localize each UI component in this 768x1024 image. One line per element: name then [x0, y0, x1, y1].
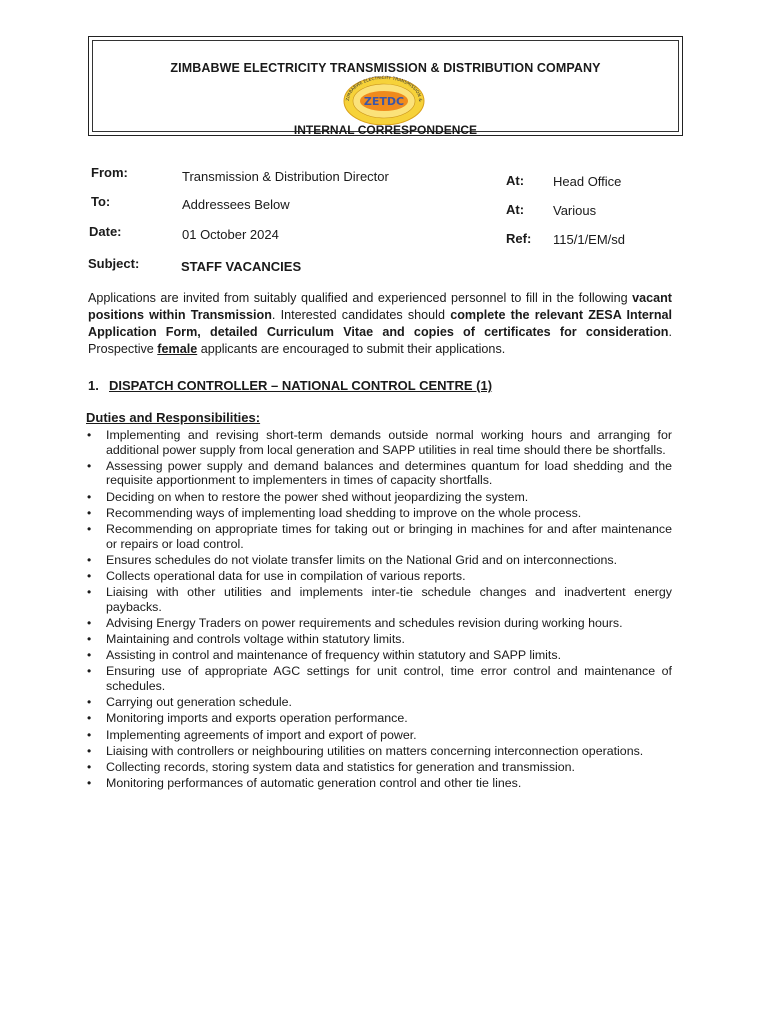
intro-paragraph — [88, 290, 672, 358]
duty-item: • Liaising with controllers or neighbouring utilities on matters concerning interconnection operations. — [86, 744, 672, 759]
subject-label: Subject: — [88, 256, 140, 271]
duty-item: • Liaising with other utilities and implements inter-tie schedule changes and inadvertent energy paybacks. — [86, 585, 672, 614]
section-title: DISPATCH CONTROLLER – NATIONAL CONTROL CENTRE (1) — [109, 378, 493, 393]
logo-ring-text: ZIMBABWE ELECTRICITY TRANSMISSION & — [345, 75, 423, 102]
to-label: To: — [91, 194, 111, 209]
duty-item: • Recommending ways of implementing load shedding to improve on the whole process. — [86, 506, 672, 521]
to-value: Addressees Below — [182, 197, 290, 212]
letterhead-box — [88, 36, 683, 136]
date-label: Date: — [89, 224, 122, 239]
duty-item: • Collects operational data for use in compilation of various reports. — [86, 569, 672, 584]
duty-item: • Maintaining and controls voltage within statutory limits. — [86, 632, 672, 647]
section-heading — [88, 378, 492, 393]
at-label-2: At: — [506, 202, 525, 217]
intro-text-2: . Interested candidates should — [271, 308, 451, 322]
duty-item: • Monitoring performances of automatic generation control and other tie lines. — [86, 776, 672, 791]
duty-item: • Carrying out generation schedule. — [86, 695, 672, 710]
intro-text-1: Applications are invited from suitably qualified and experienced personnel to fill in the following — [88, 291, 633, 305]
from-label: From: — [91, 165, 128, 180]
from-value: Transmission & Distribution Director — [182, 169, 389, 184]
subject-value: STAFF VACANCIES — [181, 259, 302, 274]
duty-item: • Ensures schedules do not violate transfer limits on the National Grid and on interconnections. — [86, 553, 672, 568]
at-label-1: At: — [506, 173, 525, 188]
company-name: ZIMBABWE ELECTRICITY TRANSMISSION & DISTRIBUTION COMPANY — [170, 61, 601, 75]
at-value-2: Various — [553, 203, 597, 218]
duties-list — [86, 428, 672, 792]
duty-item: • Assessing power supply and demand balances and determines quantum for load shedding and the requisite apportionment to implementers in times of capacity shortfalls. — [86, 459, 672, 488]
duty-item: • Collecting records, storing system data and statistics for generation and transmission. — [86, 760, 672, 775]
duty-item: • Implementing agreements of import and export of power. — [86, 728, 672, 743]
duty-item: • Ensuring use of appropriate AGC settings for unit control, time error control and maintenance of schedules. — [86, 664, 672, 693]
duty-item: • Assisting in control and maintenance of frequency within statutory and SAPP limits. — [86, 648, 672, 663]
ref-value: 115/1/EM/sd — [553, 232, 626, 247]
duty-item: • Implementing and revising short-term demands outside normal working hours and arranging for additional power supply from local generation and SAPP utilities in real time should there be shortfalls. — [86, 428, 672, 457]
intro-text-4: applicants are encouraged to submit their applications. — [197, 342, 506, 356]
duty-item: • Deciding on when to restore the power shed without jeopardizing the system. — [86, 490, 672, 505]
correspondence-title: INTERNAL CORRESPONDENCE — [293, 123, 478, 137]
ref-label: Ref: — [506, 231, 532, 246]
intro-bold-2: complete the relevant ZESA Internal Application Form, detailed Curriculum Vitae and copies of certificates for consideration — [88, 308, 673, 339]
intro-bold-1: vacant positions within Transmission — [88, 291, 672, 322]
duties-heading: Duties and Responsibilities: — [86, 410, 261, 425]
at-value-1: Head Office — [553, 174, 622, 189]
intro-underline-1: female — [157, 342, 198, 356]
zetdc-logo — [335, 71, 433, 125]
intro-text-3: . Prospective — [88, 325, 672, 356]
duty-item: • Monitoring imports and exports operation performance. — [86, 711, 672, 726]
section-number: 1. — [88, 378, 99, 393]
date-value: 01 October 2024 — [182, 227, 279, 242]
duty-item: • Advising Energy Traders on power requirements and schedules revision during working hours. — [86, 616, 672, 631]
duty-item: • Recommending on appropriate times for taking out or bringing in machines for and after maintenance or repairs or load control. — [86, 522, 672, 551]
logo-text: ZETDC — [363, 95, 405, 108]
